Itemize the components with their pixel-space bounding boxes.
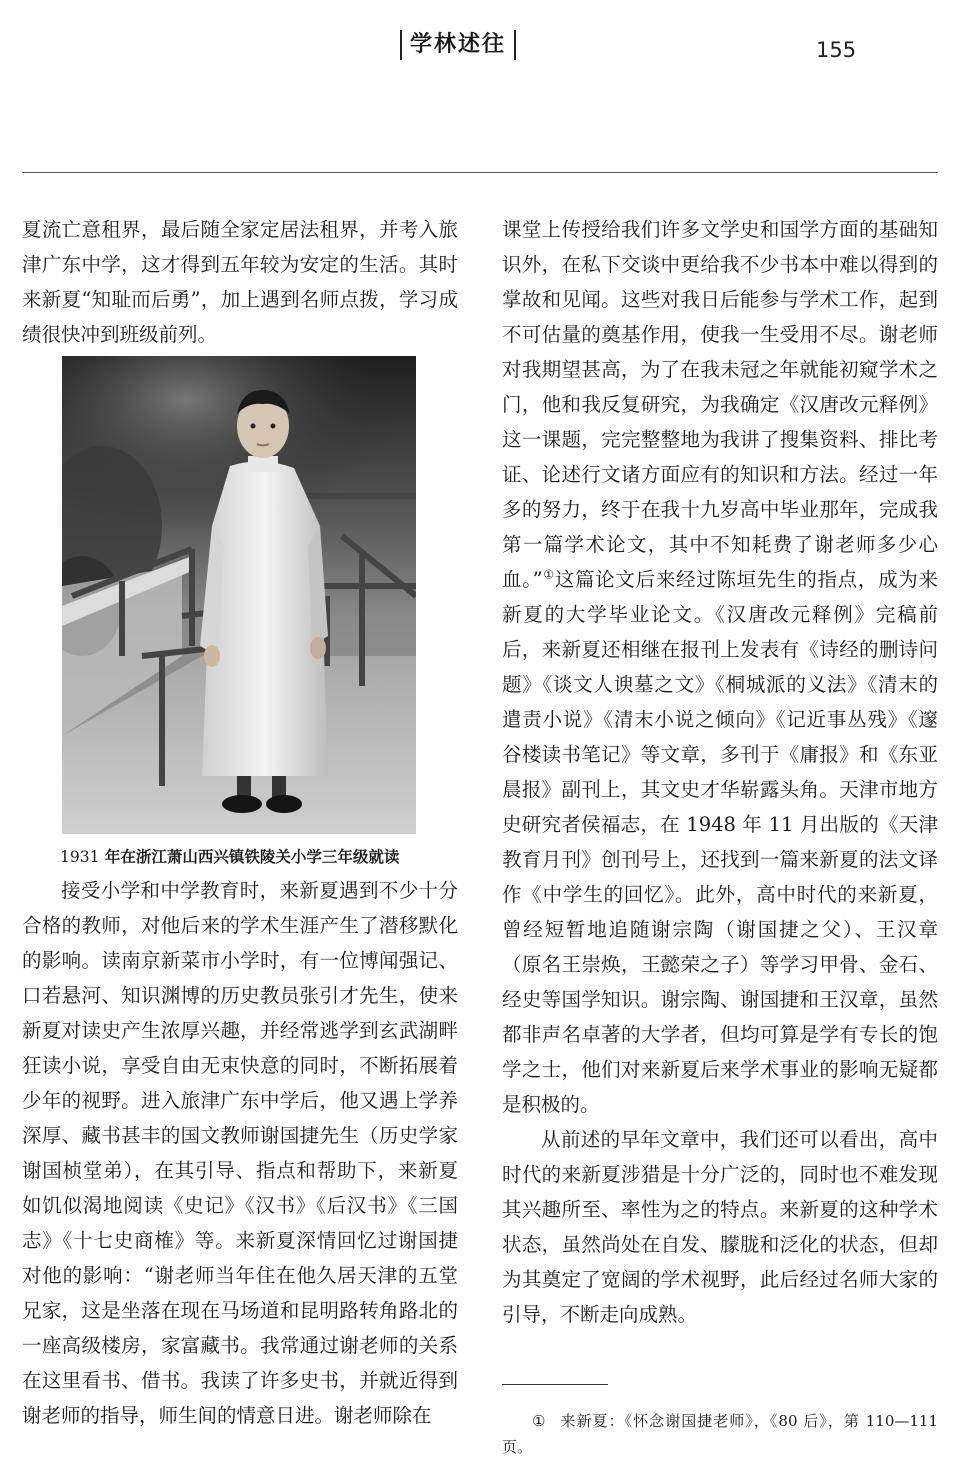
paragraph-1-after-note: 这篇论文后来经过陈垣先生的指点，成为来新夏的大学毕业论文。《汉唐改元释例》完稿前后，来新夏还相继在报刊上发表有《诗经的删诗问题》《谈文人谀墓之文》《桐城派的义法》《清末的遣责小说》《清末小说之倾向》《记近事丛残》《邃谷楼读书笔记》等文章，多刊于《庸报》和《东亚晨报》副刊上，其文史才华崭露头角。天津市地方史研究者侯福志，在 1948 年 11 月出版的《天津教育月刊》创刊号上，还找到一篇来新夏的法文译作《中学生的回忆》。此外，高中时代的来新夏，曾经短暂地追随谢宗陶（谢国捷之父）、王汉章（原名王崇焕，王懿荣之子）等学习甲骨、金石、经史等国学知识。谢宗陶、谢国捷和王汉章，虽然都非声名卓著的大学者，但均可算是学有专长的饱学之士，他们对来新夏后来学术事业的影响无疑都是积极的。	[502, 568, 938, 1116]
footnote-text: 来新夏：《怀念谢国捷老师》，《80 后》，第 110—111 页。	[502, 1412, 938, 1456]
footnote-reference[interactable]: ①	[542, 567, 555, 582]
photo-illustration	[62, 356, 416, 834]
left-column-intro	[22, 212, 458, 352]
header-rule	[22, 172, 938, 173]
left-column-main	[22, 873, 458, 1433]
footnote-rule	[502, 1384, 608, 1385]
section-title: 学林述往	[400, 30, 516, 60]
page-number: 155	[816, 38, 857, 62]
paragraph-summary: 从前述的早年文章中，我们还可以看出，高中时代的来新夏涉猎是十分广泛的，同时也不难发现其兴趣所至、率性为之的特点。来新夏的这种学术状态，虽然尚处在自发、朦胧和泛化的状态，但却为其奠定了宽阔的学术视野，此后经过名师大家的引导，不断走向成熟。	[502, 1128, 938, 1326]
intro-paragraph: 夏流亡意租界，最后随全家定居法租界，并考入旅津广东中学，这才得到五年较为安定的生活。其时来新夏“知耻而后勇”，加上遇到名师点拨，学习成绩很快冲到班级前列。	[22, 218, 458, 346]
main-paragraph: 接受小学和中学教育时，来新夏遇到不少十分合格的教师，对他后来的学术生涯产生了潜移默化的影响。读南京新菜市小学时，有一位博闻强记、口若悬河、知识渊博的历史教员张引才先生，使来新夏对读史产生浓厚兴趣，并经常逃学到玄武湖畔狂读小说，享受自由无束快意的同时，不断拓展着少年的视野。进入旅津广东中学后，他又遇上学养深厚、藏书甚丰的国文教师谢国捷先生（历史学家谢国桢堂弟），在其引导、指点和帮助下，来新夏如饥似渴地阅读《史记》《汉书》《后汉书》《三国志》《十七史商榷》等。来新夏深情回忆过谢国捷对他的影响：“谢老师当年住在他久居天津的五堂兄家，这是坐落在现在马场道和昆明路转角路北的一座高级楼房，家富藏书。我常通过谢老师的关系在这里看书、借书。我读了许多史书，并就近得到谢老师的指导，师生间的情意日进。谢老师除在	[22, 879, 458, 1427]
paragraph-quote-continued	[502, 212, 938, 1122]
page-header	[0, 0, 958, 80]
caption-text: 年在浙江萧山西兴镇铁陵关小学三年级就读	[99, 848, 400, 866]
footnote-mark: ①	[532, 1412, 547, 1430]
right-column	[502, 212, 938, 1332]
photo-caption	[60, 845, 458, 869]
caption-year: 1931	[60, 848, 100, 866]
photo-boy-in-robe	[62, 356, 416, 834]
paragraph-1-before-note: 课堂上传授给我们许多文学史和国学方面的基础知识外，在私下交谈中更给我不少书本中难以得到的掌故和见闻。这些对我日后能参与学术工作，起到不可估量的奠基作用，使我一生受用不尽。谢老师对我期望甚高，为了在我未冠之年就能初窥学术之门，他和我反复研究，为我确定《汉唐改元释例》这一课题，完完整整地为我讲了搜集资料、排比考证、论述行文诸方面应有的知识和方法。经过一年多的努力，终于在我十九岁高中毕业那年，完成我第一篇学术论文，其中不知耗费了谢老师多少心血。”	[502, 218, 938, 591]
footnote	[502, 1408, 938, 1460]
